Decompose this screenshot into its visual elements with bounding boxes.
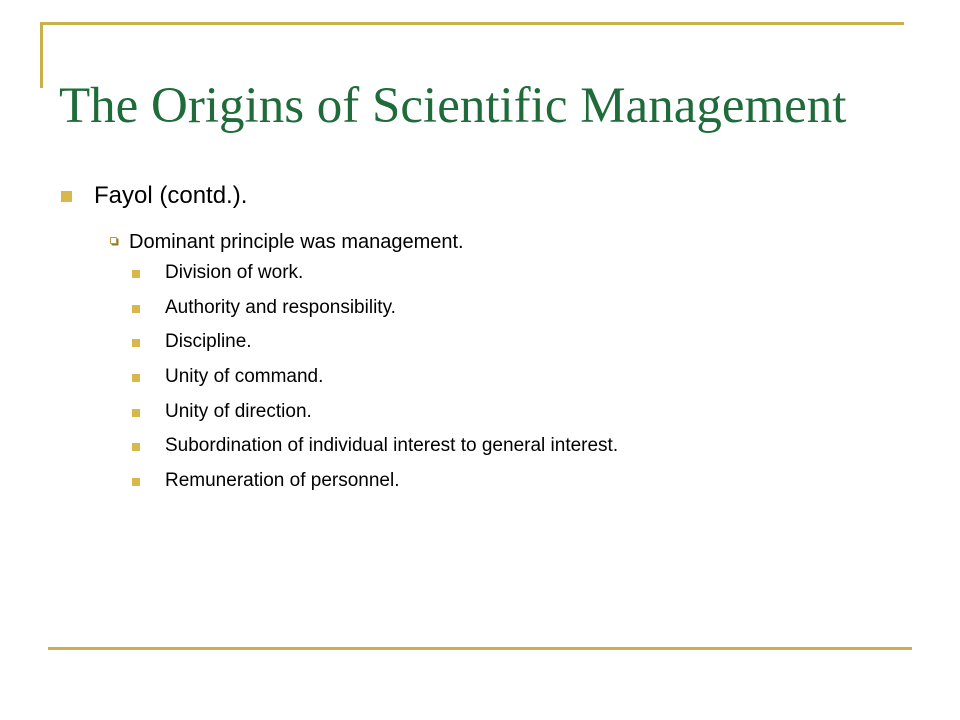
square-bullet-icon	[132, 339, 140, 347]
list-item	[58, 329, 918, 355]
list-item-text: Remuneration of personnel.	[165, 470, 400, 492]
square-bullet-icon	[132, 409, 140, 417]
square-bullet-icon	[132, 478, 140, 486]
list-item-text: Division of work.	[165, 262, 304, 283]
list-item-text: Unity of direction.	[165, 400, 312, 422]
hollow-square-bullet-icon	[110, 237, 117, 244]
list-item	[58, 433, 918, 459]
list-item-text: Unity of command.	[165, 366, 324, 388]
sub-bullet-text: Dominant principle was management.	[129, 231, 464, 253]
bullet-text: Fayol (contd.).	[94, 182, 248, 209]
list-item	[58, 399, 918, 425]
square-bullet-icon	[132, 270, 140, 278]
square-bullet-icon	[61, 191, 72, 202]
principles-list	[58, 260, 918, 494]
list-item-text: Discipline.	[165, 331, 252, 353]
list-item	[58, 364, 918, 390]
list-item-text: Subordination of individual interest to general interest.	[165, 435, 619, 457]
bullet-level-2	[58, 226, 918, 258]
list-item-text: Authority and responsibility.	[165, 296, 396, 318]
square-bullet-icon	[132, 305, 140, 313]
top-accent-rule	[40, 22, 904, 25]
slide-title: The Origins of Scientific Management	[59, 78, 847, 134]
square-bullet-icon	[132, 374, 140, 382]
list-item	[58, 295, 918, 321]
left-accent-rule	[40, 22, 43, 88]
bullet-level-1	[58, 176, 918, 216]
square-bullet-icon	[132, 443, 140, 451]
slide-content	[58, 176, 918, 503]
bottom-accent-rule	[48, 647, 912, 650]
list-item	[58, 468, 918, 494]
list-item	[58, 260, 918, 286]
